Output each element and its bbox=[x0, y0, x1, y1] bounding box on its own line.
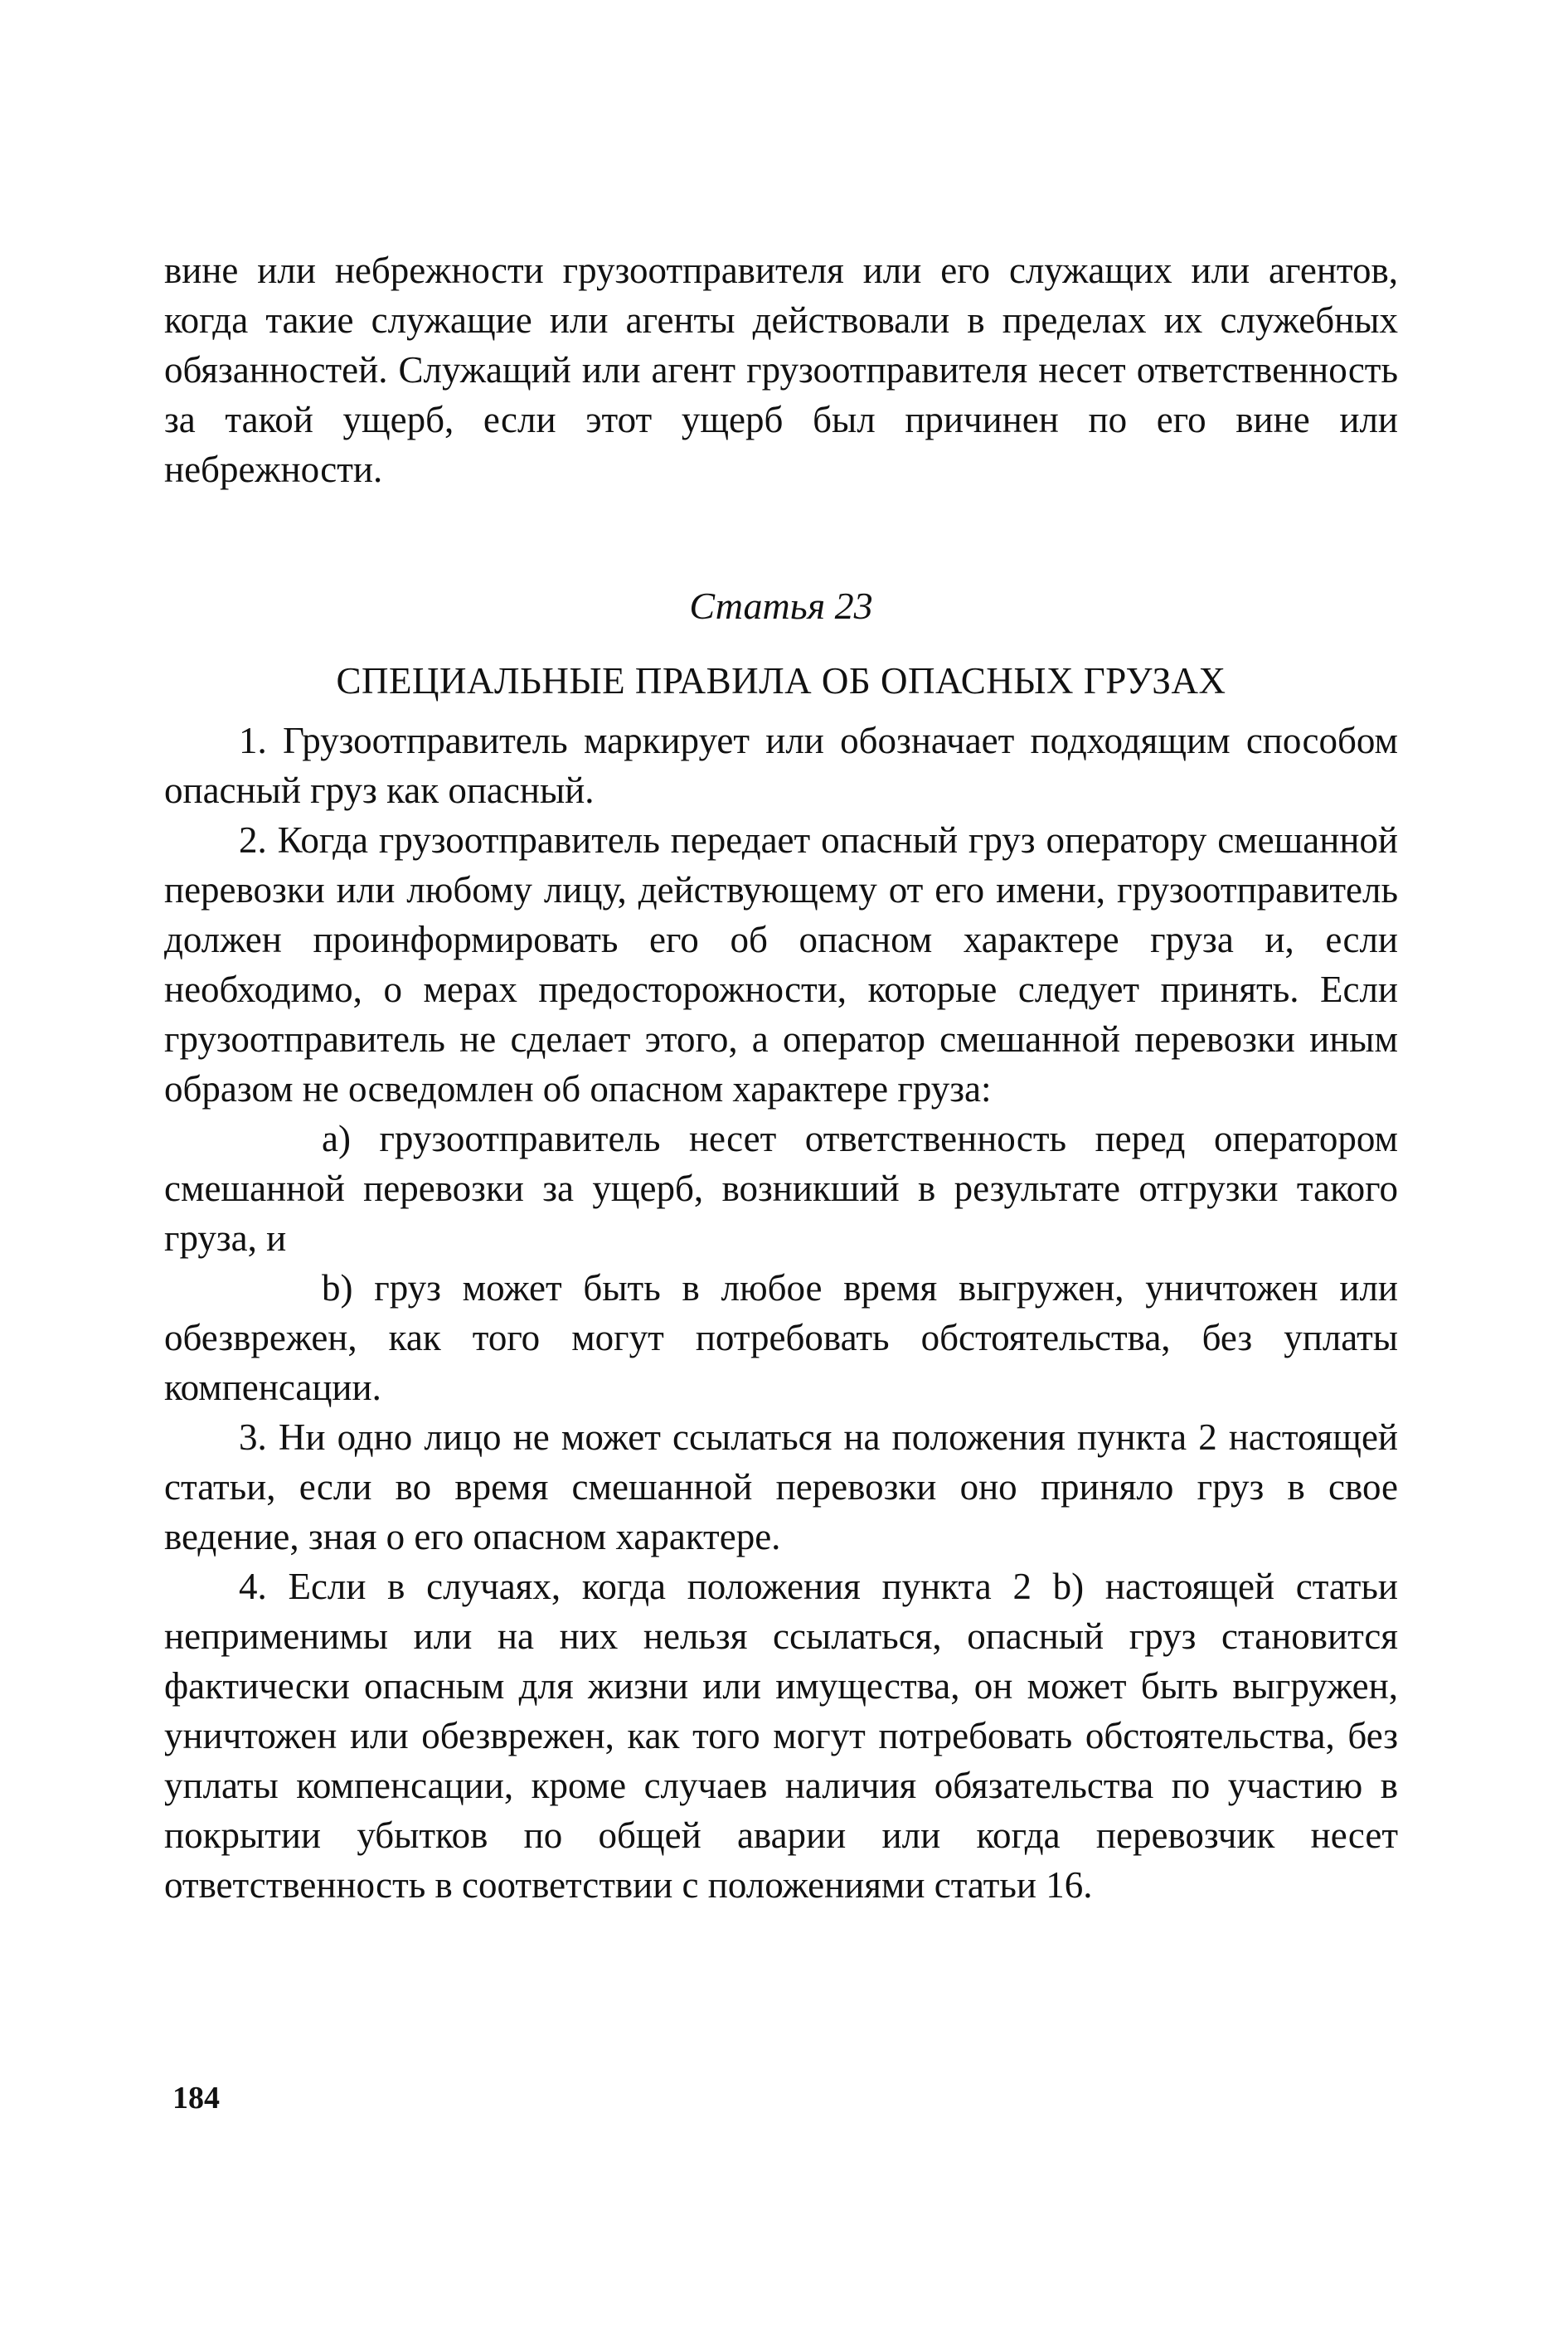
paragraph-1: 1. Грузоотправитель маркирует или обозначает подходящим способом опасный груз как опасный. bbox=[164, 720, 1398, 811]
paragraph-3: 3. Ни одно лицо не может ссылаться на положения пункта 2 настоящей статьи, если во время смешанной перевозки оно приняло груз в свое ведение, зная о его опасном характере. bbox=[164, 1416, 1398, 1557]
subparagraph-b: b) груз может быть в любое время выгружен, уничтожен или обезврежен, как того могут потребовать обстоятельства, без уплаты компенсации. bbox=[164, 1267, 1398, 1408]
article-heading: СПЕЦИАЛЬНЫЕ ПРАВИЛА ОБ ОПАСНЫХ ГРУЗАХ bbox=[336, 660, 1226, 702]
paragraph-4: 4. Если в случаях, когда положения пункта 2 b) настоящей статьи неприменимы или на них нельзя ссылаться, опасный груз становится фактически опасным для жизни или имущества, он может быть выгружен, уничтожен или обезврежен, как того могут потребовать обстоятельства, без уплаты компенсации, кроме случаев наличия обязательства по участию в покрытии убытков по общей аварии или когда перевозчик несет ответственность в соответствии с положениями статьи 16. bbox=[164, 1566, 1398, 1906]
paragraph-2: 2. Когда грузоотправитель передает опасный груз оператору смешанной перевозки или любому лицу, действующему от его имени, грузоотправитель должен проинформировать его об опасном характере груза и, если необходимо, о мерах предосторожности, которые следует принять. Если грузоотправитель не сделает этого, а оператор смешанной перевозки иным образом не осведомлен об опасном характере груза: bbox=[164, 819, 1398, 1110]
article-title: Статья 23 bbox=[689, 585, 873, 627]
subparagraph-a: a) грузоотправитель несет ответственность перед оператором смешанной перевозки за ущерб, возникший в результате отгрузки такого груза, и bbox=[164, 1118, 1398, 1259]
page-number: 184 bbox=[172, 2081, 220, 2115]
document-page bbox=[164, 245, 1398, 1910]
opening-paragraph: вине или небрежности грузоотправителя или его служащих или агентов, когда такие служащие или агенты действовали в пределах их служебных обязанностей. Служащий или агент грузоотправителя несет ответственность за такой ущерб, если этот ущерб был причинен по его вине или небрежности. bbox=[164, 250, 1398, 490]
